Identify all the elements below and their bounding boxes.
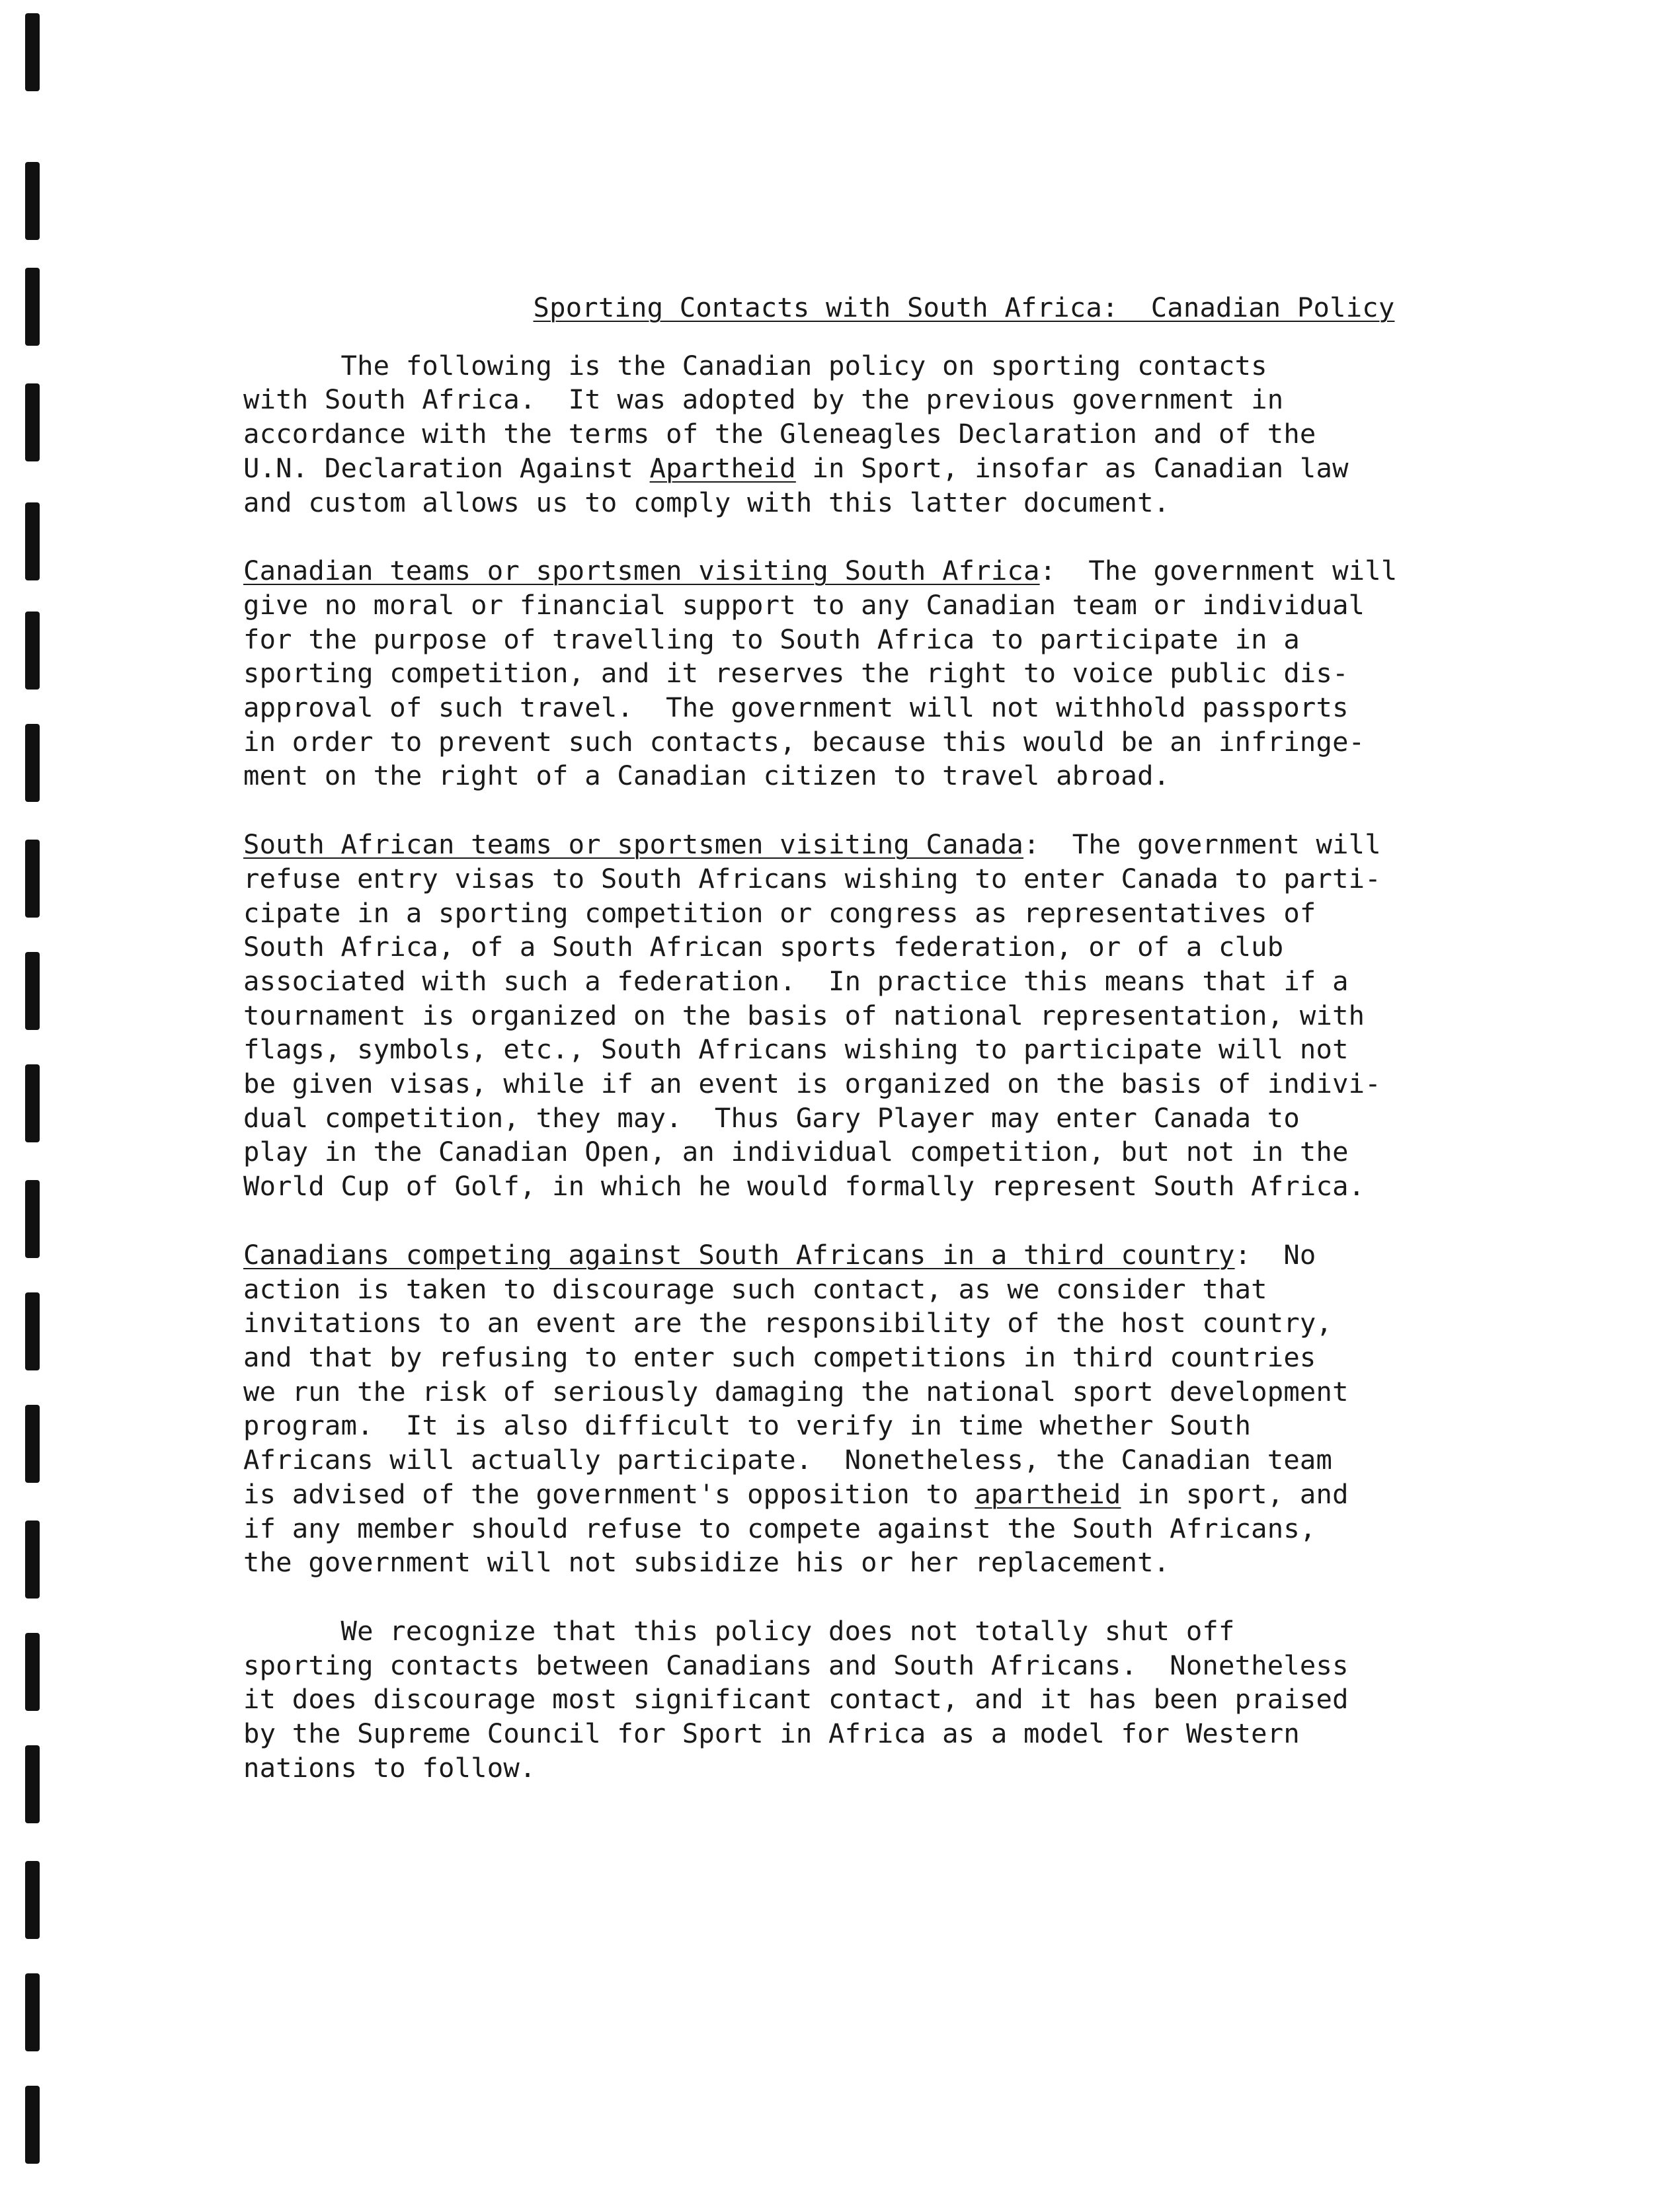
- text-line: the government will not subsidize his or her replacement.: [243, 1546, 1170, 1579]
- text-line: We recognize that this policy does not totally shut off: [243, 1614, 1235, 1647]
- binder-hole: [25, 1973, 40, 2051]
- section-heading: South African teams or sportsmen visiting Canada: [243, 828, 1023, 861]
- section-heading-rest: : The government will: [1023, 828, 1381, 861]
- section-heading: Canadian teams or sportsmen visiting South Africa: [243, 555, 1040, 587]
- south-african-teams-paragraph: [243, 828, 1513, 1204]
- text-line: for the purpose of travelling to South Africa to participate in a: [243, 623, 1300, 655]
- document-title-text: Sporting Contacts with South Africa: Canadian Policy: [533, 292, 1395, 323]
- text-line: invitations to an event are the responsibility of the host country,: [243, 1307, 1333, 1339]
- text-line: program. It is also difficult to verify in time whether South: [243, 1409, 1252, 1442]
- text-line: we run the risk of seriously damaging the national sport development: [243, 1375, 1349, 1407]
- text-line: cipate in a sporting competition or congress as representatives of: [243, 896, 1316, 929]
- binder-hole: [25, 268, 40, 346]
- intro-paragraph: [243, 349, 1513, 520]
- section-heading-rest: : No: [1234, 1238, 1316, 1271]
- typed-page: [243, 291, 1513, 1819]
- text-line: in order to prevent such contacts, because this would be an infringe-: [243, 725, 1365, 758]
- text-line: South Africa, of a South African sports federation, or of a club: [243, 931, 1284, 963]
- binder-hole: [25, 612, 40, 690]
- binder-hole: [25, 1521, 40, 1599]
- text-line: accordance with the terms of the Gleneagles Declaration and of the: [243, 418, 1316, 450]
- text-line: nations to follow.: [243, 1751, 536, 1784]
- binder-hole: [25, 2086, 40, 2164]
- text-line: World Cup of Golf, in which he would formally represent South Africa.: [243, 1170, 1365, 1203]
- binder-hole: [25, 13, 40, 91]
- underlined-term: apartheid: [975, 1478, 1121, 1510]
- binder-hole: [25, 383, 40, 461]
- binder-hole: [25, 162, 40, 240]
- text-line: refuse entry visas to South Africans wishing to enter Canada to parti-: [243, 862, 1381, 894]
- text-line: if any member should refuse to compete against the South Africans,: [243, 1512, 1316, 1544]
- text-line: is advised of the government's opposition to: [243, 1478, 975, 1510]
- section-heading: Canadians competing against South Africans in a third country: [243, 1238, 1235, 1271]
- text-line: flags, symbols, etc., South Africans wishing to participate will not: [243, 1033, 1349, 1066]
- text-line: ment on the right of a Canadian citizen to travel abroad.: [243, 760, 1170, 792]
- text-line: tournament is organized on the basis of national representation, with: [243, 999, 1365, 1031]
- text-line: play in the Canadian Open, an individual competition, but not in the: [243, 1136, 1349, 1168]
- text-line: dual competition, they may. Thus Gary Player may enter Canada to: [243, 1101, 1300, 1134]
- text-line: it does discourage most significant contact, and it has been praised: [243, 1683, 1349, 1716]
- text-line: by the Supreme Council for Sport in Africa as a model for Western: [243, 1718, 1300, 1750]
- text-line: with South Africa. It was adopted by the previous government in: [243, 383, 1284, 416]
- binder-hole: [25, 724, 40, 802]
- binder-hole: [25, 502, 40, 580]
- binder-hole: [25, 840, 40, 918]
- text-line: U.N. Declaration Against: [243, 452, 650, 484]
- binder-hole: [25, 1064, 40, 1142]
- text-line: and custom allows us to comply with this latter document.: [243, 486, 1170, 518]
- closing-paragraph: [243, 1614, 1513, 1786]
- binder-hole-strip: [20, 0, 46, 2212]
- binder-hole: [25, 1405, 40, 1483]
- binder-hole: [25, 1861, 40, 1939]
- binder-hole: [25, 952, 40, 1030]
- text-line: action is taken to discourage such contact, as we consider that: [243, 1273, 1267, 1305]
- text-line: give no moral or financial support to any Canadian team or individual: [243, 588, 1365, 621]
- binder-hole: [25, 1180, 40, 1258]
- text-line: sporting competition, and it reserves the right to voice public dis-: [243, 657, 1349, 690]
- text-line: The following is the Canadian policy on sporting contacts: [243, 349, 1267, 381]
- binder-hole: [25, 1292, 40, 1370]
- text-line-continuation: in Sport, insofar as Canadian law: [795, 452, 1349, 484]
- text-line-continuation: in sport, and: [1121, 1478, 1349, 1510]
- text-line: Africans will actually participate. Nonetheless, the Canadian team: [243, 1444, 1333, 1476]
- underlined-term: Apartheid: [649, 452, 796, 484]
- third-country-paragraph: [243, 1238, 1513, 1580]
- text-line: sporting contacts between Canadians and South Africans. Nonetheless: [243, 1649, 1349, 1681]
- binder-hole: [25, 1745, 40, 1823]
- text-line: and that by refusing to enter such competitions in third countries: [243, 1341, 1316, 1373]
- section-heading-rest: : The government will: [1039, 555, 1398, 587]
- text-line: approval of such travel. The government will not withhold passports: [243, 691, 1349, 724]
- document-title: [243, 291, 1513, 325]
- canadian-teams-paragraph: [243, 554, 1513, 793]
- text-line: associated with such a federation. In practice this means that if a: [243, 965, 1349, 997]
- text-line: be given visas, while if an event is organized on the basis of indivi-: [243, 1068, 1381, 1100]
- binder-hole: [25, 1633, 40, 1711]
